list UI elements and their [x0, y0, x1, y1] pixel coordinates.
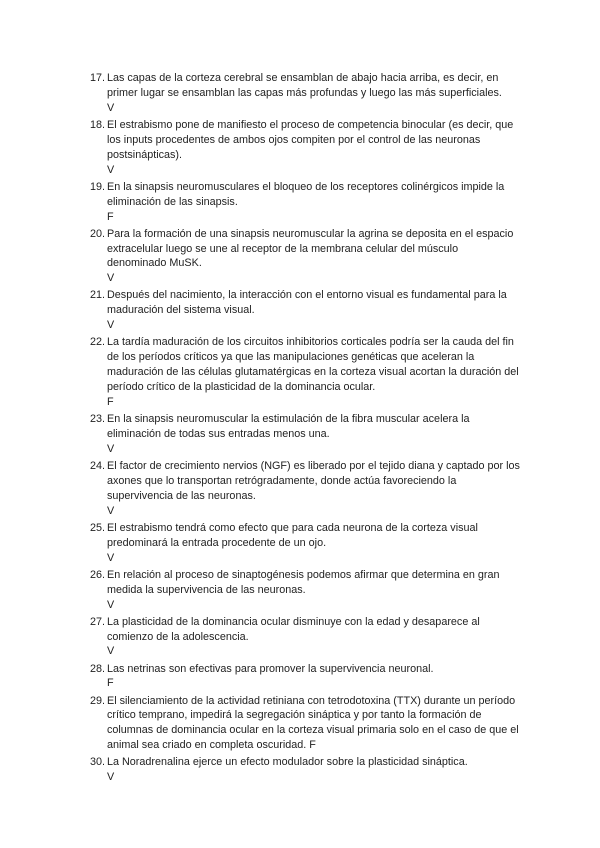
question-text: Para la formación de una sinapsis neuromuscular la agrina se deposita en el espacio extracelular luego se une al receptor de la membrana celular del músculo denominado MuSK. [107, 227, 514, 270]
question-item [90, 288, 520, 333]
question-number: 23. [90, 413, 106, 426]
question-text: En la sinapsis neuromuscular la estimulación de la fibra muscular acelera la eliminación de todas sus entradas menos una. [107, 413, 470, 440]
question-text: La plasticidad de la dominancia ocular disminuye con la edad y desaparece al comienzo de la adolescencia. [107, 615, 480, 643]
question-answer: V [107, 598, 115, 611]
question-text: El estrabismo tendrá como efecto que para cada neurona de la corteza visual predominará la entrada procedente de un ojo. [107, 521, 478, 549]
question-answer: F [107, 395, 114, 408]
question-text: Las capas de la corteza cerebral se ensamblan de abajo hacia arriba, es decir, en primer lugar se ensamblan las capas más profundas y luego las más superficiales. [107, 72, 502, 99]
question-number: 28. [90, 662, 106, 675]
question-text [107, 694, 520, 754]
question-number: 21. [90, 289, 106, 302]
question-answer: V [107, 551, 115, 564]
question-answer: V [107, 771, 115, 784]
question-answer: V [107, 272, 115, 285]
question-text-body: El silenciamiento de la actividad retiniana con tetrodotoxina (TTX) durante un período crítico temprano, impedirá la segregación sináptica y por tanto la formación de columnas de dominancia ocular en la corteza visual primaria solo en el caso de que el animal sea criado en completa oscuridad. [107, 694, 519, 752]
question-item [90, 412, 520, 457]
question-text: La Noradrenalina ejerce un efecto modulador sobre la plasticidad sináptica. [107, 756, 468, 769]
question-answer: V [107, 442, 115, 455]
question-item [90, 521, 520, 566]
question-item [90, 227, 520, 287]
question-number: 20. [90, 227, 106, 240]
question-text: El factor de crecimiento nervios (NGF) es liberado por el tejido diana y captado por los axones que lo transportan retrógradamente, donde actúa favoreciendo la supervivencia de las neuronas. [107, 459, 520, 502]
question-item [90, 71, 520, 116]
question-list [90, 71, 520, 787]
question-answer: V [107, 504, 115, 517]
question-answer: F [107, 210, 114, 223]
question-number: 26. [90, 568, 106, 581]
question-text: La tardía maduración de los circuitos inhibitorios corticales podría ser la cauda del fin de los períodos críticos ya que las manipulaciones genéticas que aceleran la maduración de las células glutamatérgicas en la corteza visual acortan la duración del período crítico de la plasticidad de la dominancia ocular. [107, 336, 519, 394]
question-item [90, 180, 520, 225]
question-number: 22. [90, 336, 106, 349]
question-answer: F [309, 739, 316, 752]
question-item [90, 335, 520, 410]
question-answer: V [107, 101, 115, 114]
question-text: En la sinapsis neuromusculares el bloqueo de los receptores colinérgicos impide la eliminación de las sinapsis. [107, 180, 505, 208]
question-item [90, 662, 520, 692]
question-item [90, 459, 520, 519]
question-item [90, 615, 520, 660]
question-text: Después del nacimiento, la interacción con el entorno visual es fundamental para la maduración del sistema visual. [107, 289, 507, 317]
question-text: En relación al proceso de sinaptogénesis podemos afirmar que determina en gran medida la supervivencia de las neuronas. [107, 568, 500, 596]
question-number: 29. [90, 694, 106, 707]
question-text: El estrabismo pone de manifiesto el proceso de competencia binocular (es decir, que los inputs procedentes de ambos ojos compiten por el control de las neuronas postsinápticas). [107, 118, 514, 161]
question-answer: V [107, 319, 115, 332]
question-text: Las netrinas son efectivas para promover la supervivencia neuronal. [107, 662, 434, 675]
question-item [90, 118, 520, 178]
question-number: 18. [90, 118, 106, 131]
question-item [90, 694, 520, 754]
question-answer: V [107, 163, 115, 176]
question-number: 27. [90, 615, 106, 628]
question-number: 24. [90, 459, 106, 472]
question-item [90, 568, 520, 613]
question-answer: V [107, 645, 115, 658]
question-number: 30. [90, 756, 106, 769]
question-number: 25. [90, 521, 106, 534]
question-number: 17. [90, 72, 106, 84]
question-item [90, 755, 520, 785]
question-number: 19. [90, 180, 106, 193]
question-answer: F [107, 677, 114, 690]
